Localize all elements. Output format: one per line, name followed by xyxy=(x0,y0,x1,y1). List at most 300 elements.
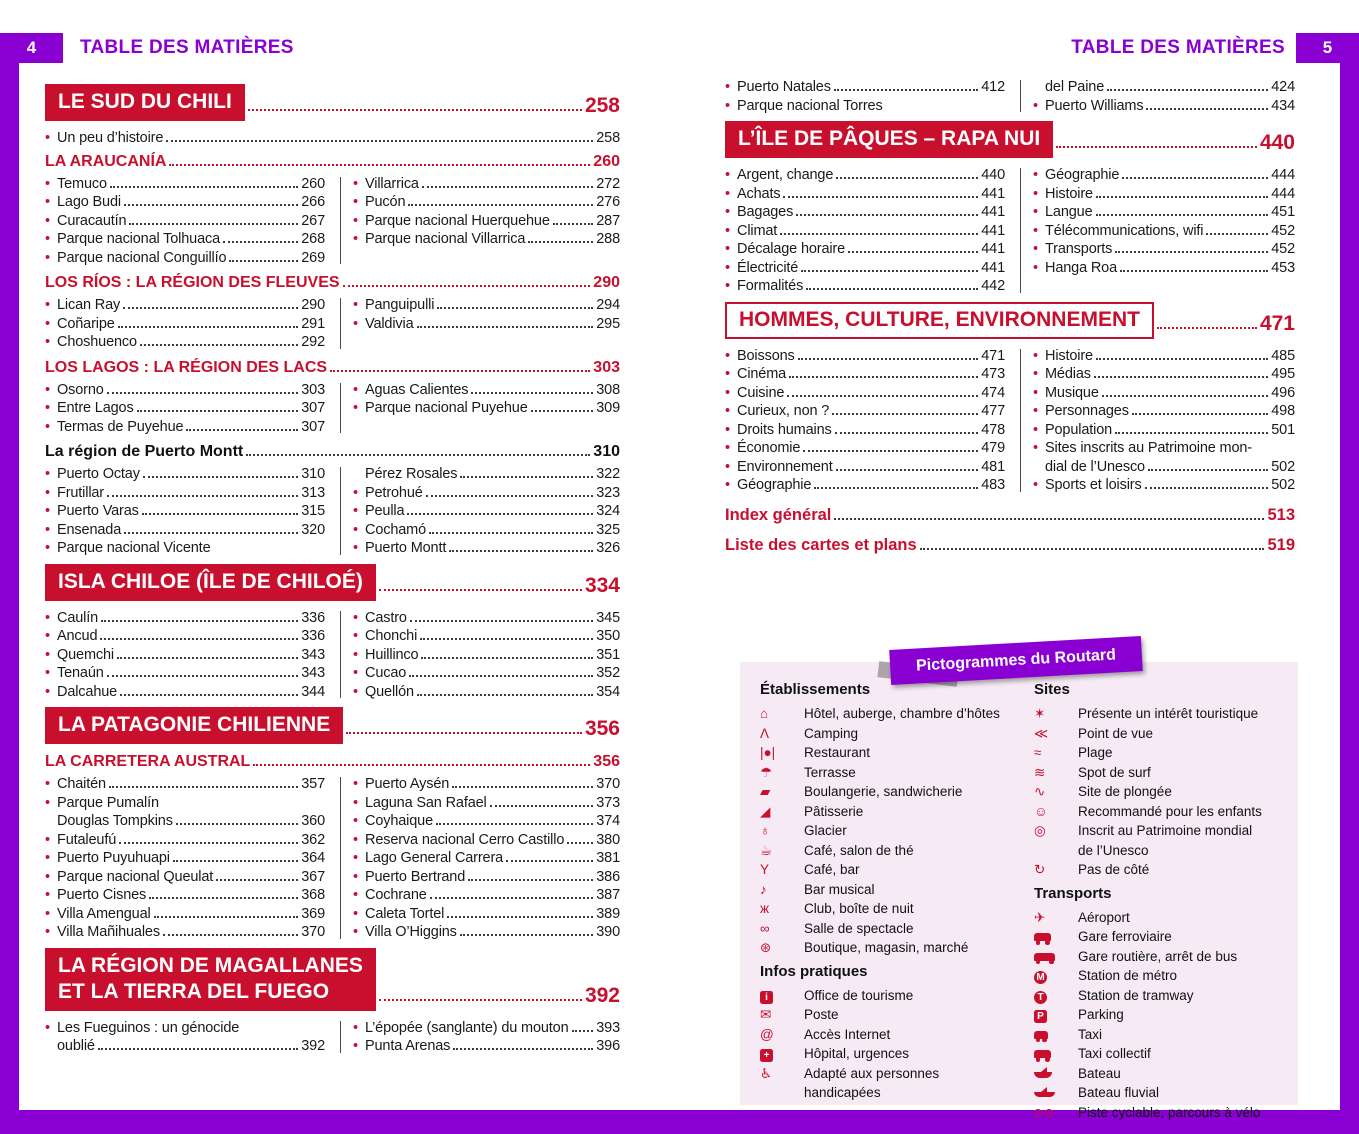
dotted-leader xyxy=(801,270,978,272)
item-bullet: • xyxy=(353,315,358,332)
item-bullet: • xyxy=(45,683,50,700)
section-title-box xyxy=(45,707,343,744)
toc-item xyxy=(45,609,325,628)
station-tramway-icon: T xyxy=(1034,991,1047,1004)
bateau-fluvial-icon xyxy=(1034,1092,1055,1097)
pictogram-label-line: Gare ferroviaire xyxy=(1078,929,1172,944)
dotted-leader xyxy=(408,204,593,206)
pictogram-label xyxy=(1078,986,1286,1006)
toc-item-label: Puerto Cisnes xyxy=(57,887,147,903)
toc-column-right xyxy=(353,175,620,268)
dotted-leader xyxy=(1206,233,1268,235)
toc-item xyxy=(1033,222,1295,241)
dotted-leader xyxy=(186,429,298,431)
dotted-leader xyxy=(1115,432,1268,434)
pictogram-row xyxy=(760,1044,1022,1064)
item-bullet: • xyxy=(45,665,50,681)
pictogram-label-line: Présente un intérêt touristique xyxy=(1078,706,1259,721)
dotted-leader xyxy=(528,241,593,243)
toc-item-label: Reserva nacional Cerro Castillo xyxy=(365,831,565,848)
item-bullet: • xyxy=(353,297,358,313)
pictogram-icon-cell xyxy=(760,802,804,822)
pictogram-row xyxy=(760,802,1022,822)
item-bullet: • xyxy=(353,776,358,792)
toc-item-page: 357 xyxy=(301,776,325,792)
dotted-leader xyxy=(176,823,298,825)
item-bullet: • xyxy=(725,421,730,438)
dotted-leader xyxy=(149,897,298,899)
pictogram-label xyxy=(1078,1005,1286,1025)
pictogram-label-line: Club, boîte de nuit xyxy=(804,901,914,916)
item-bullet: • xyxy=(353,665,358,681)
toc-item xyxy=(353,296,620,315)
dotted-leader xyxy=(246,454,590,456)
bar-musical-icon: ♪ xyxy=(760,881,767,897)
toc-item xyxy=(45,175,325,194)
item-bullet: • xyxy=(1033,167,1038,183)
pictogram-label xyxy=(804,1044,1022,1064)
pictogram-label-line: Bateau xyxy=(1078,1065,1121,1081)
item-bullet: • xyxy=(45,231,50,247)
pictogram-row xyxy=(1034,1064,1286,1084)
boutique-icon: ⊛ xyxy=(760,940,772,955)
toc-item-label: Valdivia xyxy=(365,315,414,332)
pictogram-icon-cell xyxy=(1034,860,1078,880)
dotted-leader xyxy=(1148,469,1268,471)
toc-item-page: 344 xyxy=(301,683,325,700)
item-bullet: • xyxy=(45,381,50,398)
toc-item xyxy=(45,664,325,683)
dotted-leader xyxy=(343,285,591,287)
toc-item xyxy=(353,193,620,212)
pictogram-label-line: Plage xyxy=(1078,745,1113,760)
dotted-leader xyxy=(1096,214,1269,216)
toc-item xyxy=(45,1019,325,1038)
item-bullet: • xyxy=(45,609,50,626)
dotted-leader xyxy=(471,392,593,394)
pictogram-label xyxy=(804,986,1022,1006)
toc-item xyxy=(45,775,325,794)
toc-item-page: 354 xyxy=(596,683,620,700)
item-bullet: • xyxy=(725,222,730,239)
pictogram-label-line: Inscrit au Patrimoine mondial xyxy=(1078,823,1253,838)
subsection-title: LOS RÍOS : LA RÉGION DES FLEUVES xyxy=(45,274,340,291)
section-title: LE SUD DU CHILI xyxy=(58,90,232,113)
section-title: LA PATAGONIE CHILIENNE xyxy=(58,713,331,736)
toc-subsection-heading xyxy=(45,442,620,462)
pictogram-label-line: Piste cyclable, parcours à vélo xyxy=(1078,1104,1261,1120)
pictogram-label xyxy=(1078,947,1286,967)
pictogram-label-line: handicapées xyxy=(804,1085,881,1100)
pictogram-row xyxy=(760,1064,1022,1103)
pictogram-label-line: Site de plongée xyxy=(1078,784,1172,799)
toc-item-page: 474 xyxy=(981,384,1005,401)
toc-column-left xyxy=(45,296,325,352)
dotted-leader xyxy=(832,413,978,415)
item-bullet: • xyxy=(353,231,358,247)
toc-subsection-heading xyxy=(45,152,620,172)
item-bullet: • xyxy=(353,194,358,210)
dotted-leader xyxy=(449,550,593,552)
toc-item-label: Histoire xyxy=(1045,185,1093,202)
section-title-box xyxy=(725,121,1053,158)
spot-surf-icon: ≋ xyxy=(1034,764,1046,780)
toc-item-label: Parque nacional Torres xyxy=(737,97,883,114)
toc-item-page: 272 xyxy=(596,175,620,192)
toc-item-page: 495 xyxy=(1271,366,1295,382)
glacier-icon: ♁ xyxy=(760,823,771,838)
pictogram-row xyxy=(760,860,1022,880)
gare-ferroviaire-icon xyxy=(1034,933,1051,941)
item-bullet: • xyxy=(1033,440,1038,456)
toc-item-label: Puerto Octay xyxy=(57,466,140,482)
pictogram-row xyxy=(1034,986,1286,1006)
item-bullet: • xyxy=(45,776,50,792)
item-bullet: • xyxy=(1033,259,1038,276)
toc-item-label: Pérez Rosales xyxy=(365,466,458,482)
item-bullet: • xyxy=(353,905,358,922)
item-bullet: • xyxy=(1033,421,1038,438)
dotted-leader xyxy=(460,476,593,478)
pictogram-row xyxy=(1034,802,1286,822)
toc-item-page: 441 xyxy=(981,185,1005,202)
toc-item xyxy=(45,212,325,231)
toc-column-right xyxy=(353,296,620,352)
pictogram-icon-cell xyxy=(1034,704,1078,724)
dotted-leader xyxy=(1096,358,1268,360)
pictogram-icon-cell xyxy=(760,1064,804,1084)
pictogram-label xyxy=(1078,860,1286,880)
pictogram-label xyxy=(1078,704,1286,724)
pictogram-icon-cell xyxy=(1034,1044,1078,1064)
dotted-leader xyxy=(1102,395,1268,397)
item-bullet: • xyxy=(725,347,730,364)
toc-item-label: Cucao xyxy=(365,665,407,681)
index-page-number: 519 xyxy=(1267,535,1295,554)
toc-item-page: 387 xyxy=(596,887,620,903)
camping-icon: Λ xyxy=(760,725,770,741)
section-title-box xyxy=(45,948,376,1011)
pictogram-icon-cell xyxy=(1034,908,1078,928)
pictogram-label xyxy=(1078,908,1286,928)
dotted-leader xyxy=(1115,251,1268,253)
toc-item-label: Cinéma xyxy=(737,366,787,382)
toc-item-page: 381 xyxy=(596,850,620,866)
dotted-leader xyxy=(836,469,979,471)
dotted-leader xyxy=(834,89,978,91)
toc-column-left xyxy=(45,609,325,702)
dotted-leader xyxy=(426,495,594,497)
toc-item xyxy=(45,812,325,831)
item-bullet: • xyxy=(353,813,358,829)
section-title-box xyxy=(725,302,1154,339)
dotted-leader xyxy=(117,657,298,659)
toc-item-page: 345 xyxy=(596,609,620,626)
toc-item-label: Ancud xyxy=(57,628,98,644)
section-page-number: 392 xyxy=(584,983,620,1007)
dotted-leader xyxy=(124,204,298,206)
toc-item-page: 478 xyxy=(981,421,1005,438)
pictogram-icon-cell xyxy=(760,724,804,744)
item-bullet: • xyxy=(353,175,358,192)
toc-item-page: 322 xyxy=(596,466,620,482)
pictogram-columns xyxy=(760,676,1286,1122)
item-bullet: • xyxy=(353,400,358,416)
pictogram-label xyxy=(804,1025,1022,1045)
toc-item xyxy=(353,212,620,231)
toc-item xyxy=(353,381,620,400)
toc-item xyxy=(1033,97,1295,116)
toc-item-page: 268 xyxy=(301,231,325,247)
toc-item xyxy=(45,465,325,484)
pictogram-label-line: Parking xyxy=(1078,1007,1124,1022)
toc-item-label: Musique xyxy=(1045,384,1099,401)
item-bullet: • xyxy=(353,831,358,848)
subsection-title: LA CARRETERA AUSTRAL xyxy=(45,753,251,770)
item-bullet: • xyxy=(353,924,358,940)
item-bullet: • xyxy=(1033,241,1038,257)
toc-item xyxy=(353,812,620,831)
toc-item xyxy=(45,399,325,418)
toc-item xyxy=(45,646,325,665)
toc-item xyxy=(45,333,325,352)
toc-item xyxy=(353,683,620,702)
toc-item xyxy=(725,277,1005,296)
acces-internet-icon: @ xyxy=(760,1026,774,1042)
toc-item-page: 266 xyxy=(301,194,325,210)
pictogram-row xyxy=(760,763,1022,783)
gare-routiere-icon xyxy=(1034,953,1055,961)
pictogram-label xyxy=(1078,802,1286,822)
dotted-leader xyxy=(453,1048,593,1050)
toc-item xyxy=(1033,402,1295,421)
pictogram-label-line: Spot de surf xyxy=(1078,764,1151,780)
dotted-leader xyxy=(409,675,593,677)
toc-item xyxy=(45,296,325,315)
toc-item-label: Parque Pumalín xyxy=(57,794,159,811)
toc-item xyxy=(45,315,325,334)
toc-item xyxy=(45,923,325,942)
toc-item-page: 350 xyxy=(596,628,620,644)
dotted-leader xyxy=(787,395,978,397)
toc-item-page: 294 xyxy=(596,297,620,313)
pictogram-icon-cell xyxy=(760,899,804,919)
pictogram-icon-cell xyxy=(1034,1103,1078,1123)
item-bullet: • xyxy=(1033,403,1038,419)
pictogram-row xyxy=(1034,860,1286,880)
item-bullet: • xyxy=(45,1019,50,1036)
toc-item-page: 258 xyxy=(596,130,620,146)
toc-item-label: Dalcahue xyxy=(57,683,118,700)
item-bullet: • xyxy=(1033,97,1038,114)
section-title: HOMMES, CULTURE, ENVIRONNEMENT xyxy=(739,307,1140,331)
toc-item xyxy=(45,381,325,400)
toc-item-page: 442 xyxy=(981,278,1005,294)
subsection-title: LOS LAGOS : LA RÉGION DES LACS xyxy=(45,358,328,376)
dotted-leader xyxy=(407,513,593,515)
toc-item-label: Douglas Tompkins xyxy=(57,813,173,829)
pictogram-icon-cell xyxy=(760,880,804,900)
toc-column-left xyxy=(45,175,325,268)
toc-item-label: Puerto Montt xyxy=(365,540,447,556)
toc-item xyxy=(725,222,1005,241)
toc-item-label: Chaitén xyxy=(57,776,106,792)
toc-column-left xyxy=(45,465,325,558)
toc-item-label: Achats xyxy=(737,185,781,202)
toc-item-label: Argent, change xyxy=(737,167,834,183)
pictogram-row xyxy=(1034,782,1286,802)
toc-item-page: 325 xyxy=(596,521,620,538)
dotted-leader xyxy=(531,410,594,412)
toc-item xyxy=(353,465,620,484)
pictogram-icon-cell xyxy=(760,1044,804,1064)
toc-item-label: Droits humains xyxy=(737,421,832,438)
toc-item-label: Climat xyxy=(737,222,778,239)
toc-item xyxy=(1033,384,1295,403)
toc-item-page: 370 xyxy=(301,924,325,940)
dotted-leader xyxy=(169,164,590,166)
toc-item-page: 386 xyxy=(596,868,620,885)
item-bullet: • xyxy=(353,1019,358,1036)
toc-column-left xyxy=(45,1019,325,1056)
toc-item xyxy=(1033,476,1295,495)
toc-item-page: 444 xyxy=(1271,167,1295,183)
pictogram-label xyxy=(804,841,1022,861)
toc-item-page: 324 xyxy=(596,503,620,519)
section-title-box xyxy=(45,84,245,121)
toc-item-page: 315 xyxy=(301,503,325,519)
dotted-leader xyxy=(447,916,593,918)
dotted-leader xyxy=(834,518,1264,520)
dotted-leader xyxy=(98,1048,298,1050)
toc-item xyxy=(1033,185,1295,204)
toc-item-label: Coñaripe xyxy=(57,315,115,332)
dotted-leader xyxy=(1132,413,1268,415)
toc-item xyxy=(45,831,325,850)
toc-column-right xyxy=(1033,78,1295,115)
pictogram-row xyxy=(760,919,1022,939)
toc-item-label: Quemchi xyxy=(57,646,114,663)
dotted-leader xyxy=(553,223,594,225)
toc-item-label: Choshuenco xyxy=(57,334,137,350)
toc-item-label: Parque nacional Vicente xyxy=(57,540,211,556)
item-bullet: • xyxy=(45,194,50,210)
item-bullet: • xyxy=(45,175,50,192)
bateau-icon xyxy=(1034,1072,1052,1078)
pictogram-label-line: Bateau fluvial xyxy=(1078,1085,1160,1100)
toc-item xyxy=(45,193,325,212)
toc-item-label: Osorno xyxy=(57,381,104,398)
running-header-right: TABLE DES MATIÈRES xyxy=(1071,37,1285,58)
pictogram-label-line: Glacier xyxy=(804,823,847,838)
subsection-page-number: 310 xyxy=(593,443,620,460)
pictogram-icon-cell xyxy=(1034,724,1078,744)
pictogram-label-line: Pas de côté xyxy=(1078,862,1150,877)
pictogram-label xyxy=(804,1064,1022,1103)
toc-item xyxy=(1033,203,1295,222)
pictogram-icon-cell xyxy=(1034,1025,1078,1045)
dotted-leader xyxy=(420,638,593,640)
toc-section-heading-row xyxy=(725,302,1295,339)
pictogram-label-line: Boutique, magasin, marché xyxy=(804,940,969,955)
toc-item-label: Histoire xyxy=(1045,347,1093,364)
toc-section-heading-row xyxy=(45,84,620,121)
toc-item-page: 310 xyxy=(301,466,325,482)
toc-item-page: 498 xyxy=(1271,403,1295,419)
toc-item-label: dial de l’Unesco xyxy=(1045,458,1145,475)
dotted-leader xyxy=(173,860,298,862)
toc-column-left xyxy=(45,775,325,942)
pictogram-row xyxy=(760,1025,1022,1045)
running-header-left: TABLE DES MATIÈRES xyxy=(80,37,294,58)
pictogram-group-heading: Établissements xyxy=(760,681,871,698)
toc-item xyxy=(725,365,1005,384)
toc-item-label: Décalage horaire xyxy=(737,241,846,257)
toc-item xyxy=(45,794,325,813)
dotted-leader xyxy=(137,410,299,412)
item-bullet: • xyxy=(353,1038,358,1054)
boulangerie-icon: ▰ xyxy=(760,784,771,799)
toc-item-page: 269 xyxy=(301,249,325,266)
item-bullet: • xyxy=(45,794,50,811)
item-bullet: • xyxy=(353,609,358,626)
toc-item-page: 303 xyxy=(301,381,325,398)
aeroport-icon: ✈ xyxy=(1034,909,1046,925)
toc-two-columns xyxy=(45,1019,620,1056)
pictogram-icon-cell xyxy=(1034,1005,1078,1025)
toc-item xyxy=(353,831,620,850)
dotted-leader xyxy=(118,326,299,328)
pictogram-label xyxy=(1078,724,1286,744)
toc-column-left xyxy=(725,166,1005,296)
toc-item xyxy=(353,609,620,628)
dotted-leader xyxy=(567,842,593,844)
toc-item xyxy=(353,794,620,813)
point-de-vue-icon: ≪ xyxy=(1034,725,1049,741)
toc-item-page: 343 xyxy=(301,665,325,681)
toc-item-label: Parque nacional Tolhuaca xyxy=(57,231,221,247)
pictogram-label xyxy=(804,704,1022,724)
pictogram-label-line: Camping xyxy=(804,725,859,741)
pictogram-label xyxy=(804,743,1022,763)
toc-item xyxy=(353,775,620,794)
pictogram-icon-cell xyxy=(1034,743,1078,763)
dotted-leader xyxy=(154,916,299,918)
toc-item-label: Villarrica xyxy=(365,175,419,192)
toc-item xyxy=(725,458,1005,477)
toc-item-label: Lago General Carrera xyxy=(365,850,504,866)
toc-column-right xyxy=(353,1019,620,1056)
toc-item-page: 452 xyxy=(1271,222,1295,239)
toc-item-label: Bagages xyxy=(737,204,794,220)
toc-item-label: del Paine xyxy=(1045,79,1105,95)
item-bullet: • xyxy=(725,403,730,419)
toc-two-columns xyxy=(725,347,1295,495)
pictogram-label-line: Pâtisserie xyxy=(804,803,864,819)
toc-item-label: Langue xyxy=(1045,204,1093,220)
item-bullet: • xyxy=(725,458,730,475)
pictogram-row xyxy=(760,1005,1022,1025)
dotted-leader xyxy=(379,589,582,591)
dotted-leader xyxy=(452,786,593,788)
dotted-leader xyxy=(248,109,582,111)
toc-item-page: 307 xyxy=(301,418,325,435)
pictogram-label-line: Aéroport xyxy=(1078,909,1130,925)
dotted-leader xyxy=(140,344,298,346)
toc-item-page: 313 xyxy=(301,484,325,501)
toc-item-label: Puerto Puyuhuapi xyxy=(57,850,170,866)
index-page-number: 513 xyxy=(1267,505,1295,524)
